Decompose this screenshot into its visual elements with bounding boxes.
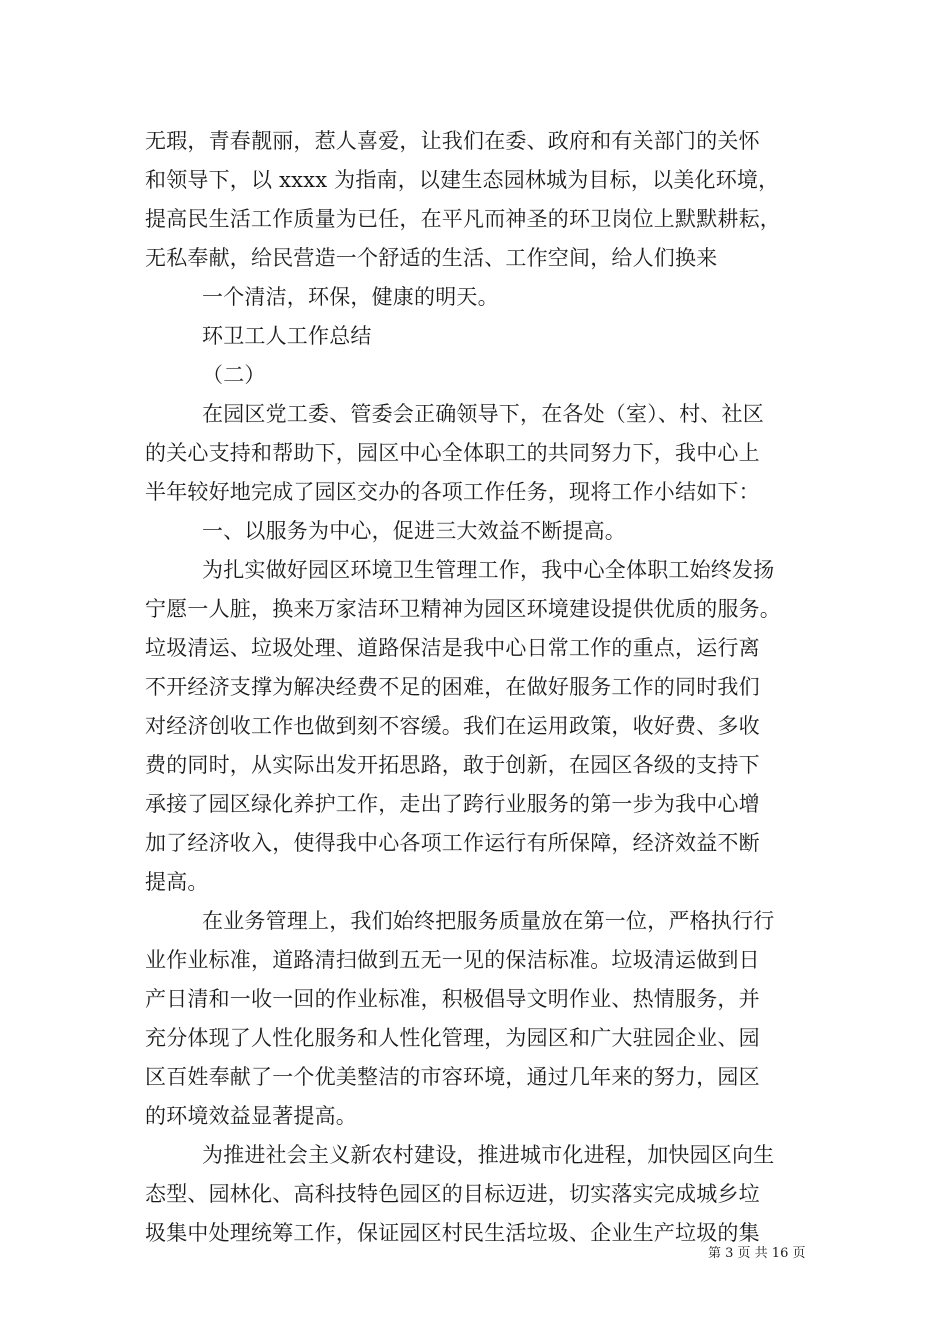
text-line: 业作业标准，道路清扫做到五无一见的保洁标准。垃圾清运做到日 — [145, 948, 760, 972]
document-body — [145, 122, 810, 1253]
text-line: 环卫工人工作总结 — [202, 324, 372, 348]
text-line: 在园区党工委、管委会正确领导下，在各处（室）、村、社区 — [202, 402, 764, 426]
text-line: 提高。 — [145, 870, 209, 894]
text-line: 为扎实做好园区环境卫生管理工作，我中心全体职工始终发扬 — [202, 558, 775, 582]
text-line: 圾集中处理统筹工作，保证园区村民生活垃圾、企业生产垃圾的集 — [145, 1221, 760, 1245]
text-line: 半年较好地完成了园区交办的各项工作任务，现将工作小结如下： — [145, 480, 760, 504]
text-line: 一、以服务为中心，促进三大效益不断提高。 — [202, 519, 626, 543]
text-line: 的环境效益显著提高。 — [145, 1104, 357, 1128]
text-line: （二） — [202, 363, 266, 387]
text-line: 区百姓奉献了一个优美整洁的市容环境，通过几年来的努力，园区 — [145, 1065, 760, 1089]
text-line: 费的同时，从实际出发开拓思路，敢于创新，在园区各级的支持下 — [145, 753, 760, 777]
text-line: 无私奉献，给民营造一个舒适的生活、工作空间，给人们换来 — [145, 246, 718, 270]
text-line: 态型、园林化、高科技特色园区的目标迈进，切实落实完成城乡垃 — [145, 1182, 760, 1206]
text-line: 提高民生活工作质量为已任，在平凡而神圣的环卫岗位上默默耕耘， — [145, 207, 781, 231]
text-line: 宁愿一人脏，换来万家洁环卫精神为园区环境建设提供优质的服务。 — [145, 597, 781, 621]
text-line: 无瑕，青春靓丽，惹人喜爱，让我们在委、政府和有关部门的关怀 — [145, 129, 760, 153]
text-line: 承接了园区绿化养护工作，走出了跨行业服务的第一步为我中心增 — [145, 792, 760, 816]
text-line: 的关心支持和帮助下，园区中心全体职工的共同努力下，我中心上 — [145, 441, 760, 465]
text-line: 为推进社会主义新农村建设，推进城市化进程，加快园区向生 — [202, 1143, 775, 1167]
text-line: 不开经济支撑为解决经费不足的困难，在做好服务工作的同时我们 — [145, 675, 760, 699]
text-line: 充分体现了人性化服务和人性化管理，为园区和广大驻园企业、园 — [145, 1026, 760, 1050]
text-line: 在业务管理上，我们始终把服务质量放在第一位，严格执行行 — [202, 909, 775, 933]
text-line: 产日清和一收一回的作业标准，积极倡导文明作业、热情服务，并 — [145, 987, 760, 1011]
text-line: 加了经济收入，使得我中心各项工作运行有所保障，经济效益不断 — [145, 831, 760, 855]
text-line: 对经济创收工作也做到刻不容缓。我们在运用政策，收好费、多收 — [145, 714, 760, 738]
page-number-footer: 第 3 页 共 16 页 — [708, 1246, 806, 1261]
text-line: 一个清洁，环保，健康的明天。 — [202, 285, 499, 309]
text-line: 垃圾清运、垃圾处理、道路保洁是我中心日常工作的重点，运行离 — [145, 636, 760, 660]
text-line: 和领导下，以 xxxx 为指南，以建生态园林城为目标，以美化环境， — [145, 168, 780, 192]
